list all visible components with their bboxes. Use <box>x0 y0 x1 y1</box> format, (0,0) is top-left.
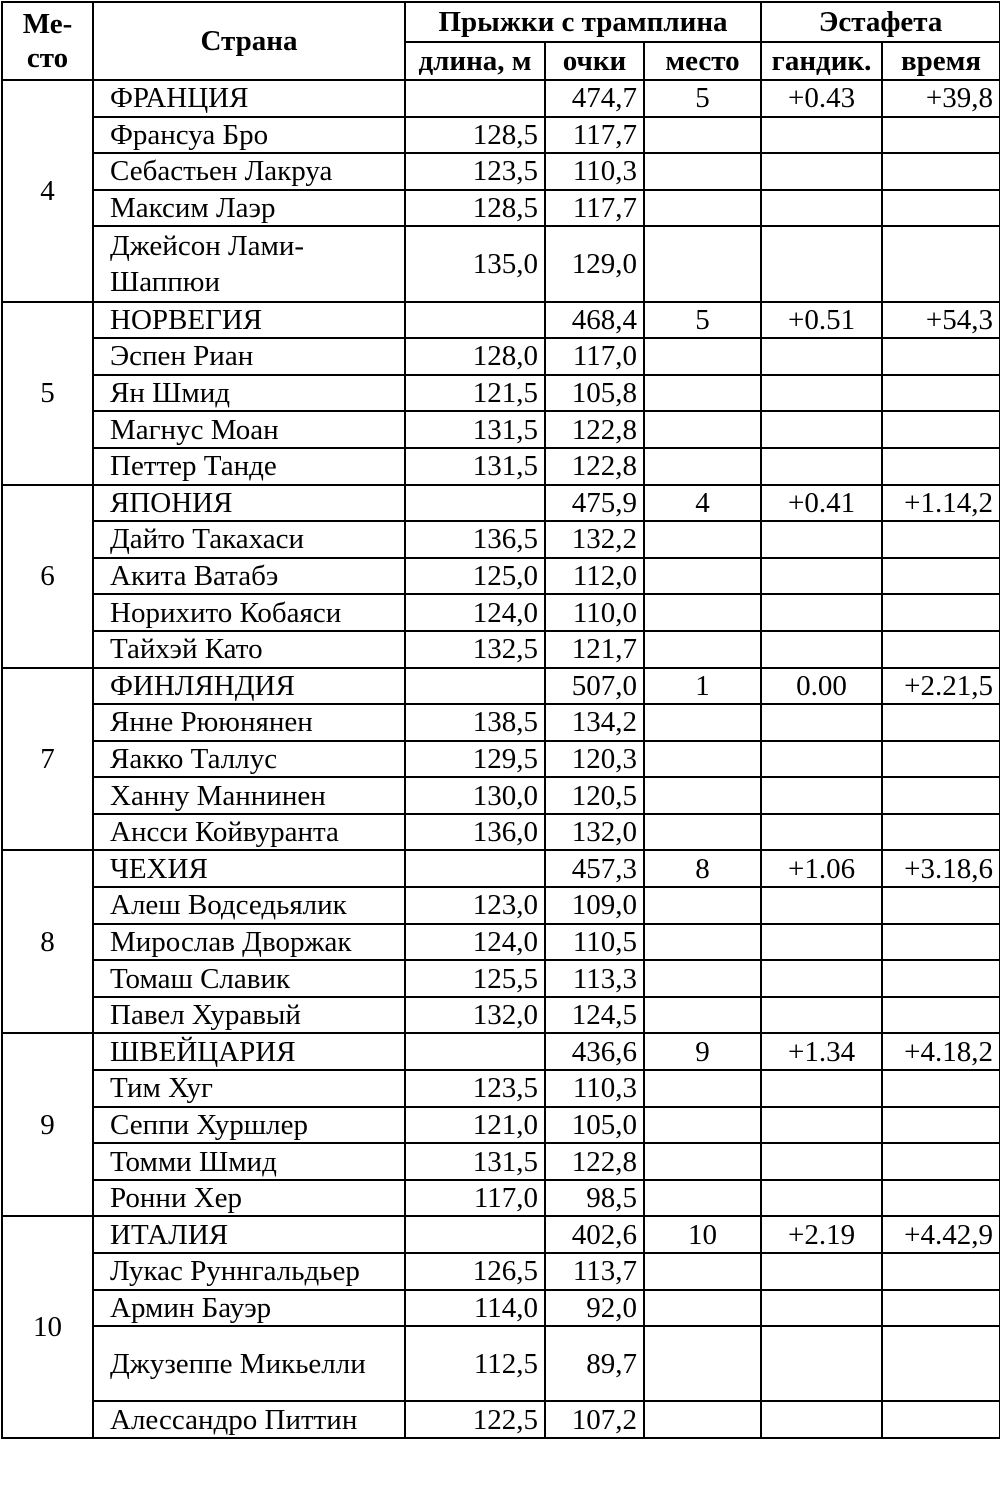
athlete-jump-place <box>644 558 761 595</box>
athlete-row <box>2 960 1000 997</box>
team-time: +39,8 <box>882 80 1000 117</box>
athlete-handicap <box>761 411 882 448</box>
athlete-length: 114,0 <box>405 1290 545 1327</box>
athlete-jump-place <box>644 960 761 997</box>
athlete-jump-place <box>644 117 761 154</box>
athlete-handicap <box>761 1107 882 1144</box>
athlete-time <box>882 777 1000 814</box>
athlete-time <box>882 1290 1000 1327</box>
athlete-time <box>882 1070 1000 1107</box>
athlete-handicap <box>761 558 882 595</box>
athlete-handicap <box>761 448 882 485</box>
team-points: 457,3 <box>545 850 644 887</box>
athlete-points: 112,0 <box>545 558 644 595</box>
athlete-handicap <box>761 190 882 227</box>
athlete-handicap <box>761 1070 882 1107</box>
team-length <box>405 850 545 887</box>
team-country: ЧЕХИЯ <box>93 850 405 887</box>
athlete-points: 105,0 <box>545 1107 644 1144</box>
athlete-time <box>882 1180 1000 1217</box>
team-length <box>405 1216 545 1253</box>
athlete-length: 124,0 <box>405 594 545 631</box>
athlete-name: Лукас Руннгальдьер <box>93 1253 405 1290</box>
athlete-name: Дайто Такахаси <box>93 521 405 558</box>
athlete-handicap <box>761 741 882 778</box>
athlete-time <box>882 960 1000 997</box>
athlete-row <box>2 1290 1000 1327</box>
athlete-length: 125,5 <box>405 960 545 997</box>
header-relay-group: Эстафета <box>761 2 1000 42</box>
athlete-time <box>882 741 1000 778</box>
athlete-row <box>2 704 1000 741</box>
team-place: 6 <box>2 485 93 668</box>
athlete-jump-place <box>644 594 761 631</box>
athlete-row <box>2 1070 1000 1107</box>
athlete-length: 122,5 <box>405 1401 545 1438</box>
athlete-length: 128,0 <box>405 338 545 375</box>
athlete-length: 112,5 <box>405 1326 545 1401</box>
team-place: 8 <box>2 850 93 1033</box>
athlete-name: Себастьен Лакруа <box>93 153 405 190</box>
athlete-jump-place <box>644 190 761 227</box>
team-row <box>2 1216 1000 1253</box>
athlete-name: Ханну Маннинен <box>93 777 405 814</box>
athlete-length: 132,5 <box>405 631 545 668</box>
athlete-handicap <box>761 375 882 412</box>
athlete-row <box>2 226 1000 301</box>
athlete-name: Алессандро Питтин <box>93 1401 405 1438</box>
athlete-length: 135,0 <box>405 226 545 301</box>
athlete-points: 129,0 <box>545 226 644 301</box>
athlete-row <box>2 631 1000 668</box>
team-place: 9 <box>2 1033 93 1216</box>
athlete-length: 123,5 <box>405 153 545 190</box>
athlete-row <box>2 190 1000 227</box>
athlete-length: 136,0 <box>405 814 545 851</box>
team-jump-place: 5 <box>644 302 761 339</box>
team-jump-place: 5 <box>644 80 761 117</box>
athlete-row <box>2 153 1000 190</box>
athlete-jump-place <box>644 1326 761 1401</box>
athlete-name: Алеш Водседьялик <box>93 887 405 924</box>
athlete-row <box>2 1143 1000 1180</box>
athlete-jump-place <box>644 997 761 1034</box>
header-country: Страна <box>93 2 405 80</box>
athlete-row <box>2 1401 1000 1438</box>
athlete-name: Тайхэй Като <box>93 631 405 668</box>
athlete-points: 132,2 <box>545 521 644 558</box>
athlete-jump-place <box>644 375 761 412</box>
athlete-row <box>2 411 1000 448</box>
team-points: 474,7 <box>545 80 644 117</box>
athlete-points: 122,8 <box>545 411 644 448</box>
athlete-time <box>882 1107 1000 1144</box>
athlete-length: 131,5 <box>405 448 545 485</box>
athlete-length: 123,0 <box>405 887 545 924</box>
athlete-row <box>2 1253 1000 1290</box>
athlete-row <box>2 777 1000 814</box>
athlete-jump-place <box>644 411 761 448</box>
athlete-time <box>882 594 1000 631</box>
athlete-length: 128,5 <box>405 117 545 154</box>
athlete-jump-place <box>644 521 761 558</box>
athlete-points: 120,5 <box>545 777 644 814</box>
team-jump-place: 9 <box>644 1033 761 1070</box>
athlete-name: Акита Ватабэ <box>93 558 405 595</box>
athlete-name: Максим Лаэр <box>93 190 405 227</box>
athlete-handicap <box>761 924 882 961</box>
athlete-time <box>882 226 1000 301</box>
athlete-jump-place <box>644 226 761 301</box>
athlete-time <box>882 631 1000 668</box>
athlete-time <box>882 117 1000 154</box>
athlete-jump-place <box>644 153 761 190</box>
athlete-time <box>882 1401 1000 1438</box>
athlete-length: 121,0 <box>405 1107 545 1144</box>
athlete-name: Тим Хуг <box>93 1070 405 1107</box>
team-row <box>2 850 1000 887</box>
athlete-points: 124,5 <box>545 997 644 1034</box>
athlete-points: 89,7 <box>545 1326 644 1401</box>
athlete-points: 110,5 <box>545 924 644 961</box>
team-points: 468,4 <box>545 302 644 339</box>
team-time: +4.42,9 <box>882 1216 1000 1253</box>
athlete-points: 105,8 <box>545 375 644 412</box>
team-jump-place: 4 <box>644 485 761 522</box>
athlete-time <box>882 448 1000 485</box>
athlete-length: 136,5 <box>405 521 545 558</box>
athlete-row <box>2 558 1000 595</box>
athlete-handicap <box>761 631 882 668</box>
team-jump-place: 10 <box>644 1216 761 1253</box>
athlete-row <box>2 117 1000 154</box>
athlete-points: 120,3 <box>545 741 644 778</box>
athlete-row <box>2 887 1000 924</box>
athlete-points: 121,7 <box>545 631 644 668</box>
team-place: 5 <box>2 302 93 485</box>
athlete-length: 128,5 <box>405 190 545 227</box>
athlete-row <box>2 741 1000 778</box>
athlete-jump-place <box>644 338 761 375</box>
team-handicap: 0.00 <box>761 668 882 705</box>
athlete-row <box>2 1180 1000 1217</box>
team-points: 436,6 <box>545 1033 644 1070</box>
header-points: очки <box>545 42 644 80</box>
athlete-handicap <box>761 153 882 190</box>
athlete-length: 123,5 <box>405 1070 545 1107</box>
athlete-handicap <box>761 594 882 631</box>
athlete-jump-place <box>644 448 761 485</box>
athlete-length: 129,5 <box>405 741 545 778</box>
athlete-handicap <box>761 997 882 1034</box>
athlete-handicap <box>761 960 882 997</box>
team-points: 507,0 <box>545 668 644 705</box>
header-jump-group: Прыжки с трамплина <box>405 2 761 42</box>
athlete-name: Магнус Моан <box>93 411 405 448</box>
athlete-points: 113,3 <box>545 960 644 997</box>
team-length <box>405 485 545 522</box>
team-row <box>2 668 1000 705</box>
team-length <box>405 80 545 117</box>
athlete-length: 131,5 <box>405 1143 545 1180</box>
team-time: +4.18,2 <box>882 1033 1000 1070</box>
athlete-name: Сеппи Хуршлер <box>93 1107 405 1144</box>
athlete-name: Эспен Риан <box>93 338 405 375</box>
team-country: НОРВЕГИЯ <box>93 302 405 339</box>
athlete-time <box>882 814 1000 851</box>
team-time: +54,3 <box>882 302 1000 339</box>
header-jump-place: место <box>644 42 761 80</box>
header-time: время <box>882 42 1000 80</box>
athlete-time <box>882 375 1000 412</box>
athlete-time <box>882 704 1000 741</box>
athlete-length: 126,5 <box>405 1253 545 1290</box>
athlete-jump-place <box>644 1290 761 1327</box>
athlete-row <box>2 924 1000 961</box>
athlete-length: 131,5 <box>405 411 545 448</box>
athlete-jump-place <box>644 1107 761 1144</box>
team-handicap: +2.19 <box>761 1216 882 1253</box>
athlete-time <box>882 1143 1000 1180</box>
athlete-jump-place <box>644 631 761 668</box>
athlete-length: 124,0 <box>405 924 545 961</box>
athlete-time <box>882 1253 1000 1290</box>
athlete-row <box>2 375 1000 412</box>
athlete-time <box>882 558 1000 595</box>
team-place: 7 <box>2 668 93 851</box>
athlete-name: Ронни Хер <box>93 1180 405 1217</box>
athlete-jump-place <box>644 1401 761 1438</box>
team-time: +1.14,2 <box>882 485 1000 522</box>
athlete-points: 92,0 <box>545 1290 644 1327</box>
team-row <box>2 485 1000 522</box>
athlete-name: Яакко Таллус <box>93 741 405 778</box>
athlete-row <box>2 521 1000 558</box>
athlete-time <box>882 153 1000 190</box>
athlete-time <box>882 190 1000 227</box>
athlete-name: Павел Хуравый <box>93 997 405 1034</box>
team-handicap: +0.51 <box>761 302 882 339</box>
header-length: длина, м <box>405 42 545 80</box>
header-handicap: гандик. <box>761 42 882 80</box>
team-time: +3.18,6 <box>882 850 1000 887</box>
athlete-length: 138,5 <box>405 704 545 741</box>
athlete-jump-place <box>644 887 761 924</box>
athlete-row <box>2 338 1000 375</box>
athlete-points: 122,8 <box>545 1143 644 1180</box>
team-length <box>405 668 545 705</box>
athlete-jump-place <box>644 1253 761 1290</box>
athlete-points: 117,7 <box>545 190 644 227</box>
athlete-points: 110,0 <box>545 594 644 631</box>
athlete-jump-place <box>644 777 761 814</box>
team-country: ИТАЛИЯ <box>93 1216 405 1253</box>
team-points: 402,6 <box>545 1216 644 1253</box>
athlete-row <box>2 997 1000 1034</box>
team-handicap: +0.41 <box>761 485 882 522</box>
athlete-name: Армин Бауэр <box>93 1290 405 1327</box>
team-jump-place: 1 <box>644 668 761 705</box>
athlete-time <box>882 887 1000 924</box>
athlete-handicap <box>761 887 882 924</box>
team-country: ЯПОНИЯ <box>93 485 405 522</box>
athlete-name: Томми Шмид <box>93 1143 405 1180</box>
athlete-name: Джузеппе Микьелли <box>93 1326 405 1401</box>
athlete-name: Франсуа Бро <box>93 117 405 154</box>
athlete-jump-place <box>644 814 761 851</box>
team-row <box>2 80 1000 117</box>
athlete-handicap <box>761 1143 882 1180</box>
athlete-jump-place <box>644 924 761 961</box>
athlete-length: 125,0 <box>405 558 545 595</box>
athlete-time <box>882 924 1000 961</box>
athlete-jump-place <box>644 1070 761 1107</box>
team-place: 4 <box>2 80 93 302</box>
athlete-points: 110,3 <box>545 1070 644 1107</box>
athlete-jump-place <box>644 1143 761 1180</box>
athlete-handicap <box>761 1180 882 1217</box>
athlete-handicap <box>761 1290 882 1327</box>
athlete-name: Ян Шмид <box>93 375 405 412</box>
athlete-points: 109,0 <box>545 887 644 924</box>
athlete-points: 107,2 <box>545 1401 644 1438</box>
team-handicap: +0.43 <box>761 80 882 117</box>
results-body <box>2 80 1000 1438</box>
athlete-handicap <box>761 521 882 558</box>
athlete-time <box>882 1326 1000 1401</box>
team-time: +2.21,5 <box>882 668 1000 705</box>
athlete-row <box>2 814 1000 851</box>
athlete-length: 130,0 <box>405 777 545 814</box>
athlete-points: 122,8 <box>545 448 644 485</box>
team-handicap: +1.06 <box>761 850 882 887</box>
team-handicap: +1.34 <box>761 1033 882 1070</box>
athlete-time <box>882 997 1000 1034</box>
athlete-points: 113,7 <box>545 1253 644 1290</box>
athlete-handicap <box>761 1253 882 1290</box>
team-length <box>405 1033 545 1070</box>
header-place: Ме- сто <box>2 2 93 80</box>
athlete-row <box>2 1326 1000 1401</box>
athlete-handicap <box>761 117 882 154</box>
athlete-handicap <box>761 226 882 301</box>
athlete-time <box>882 521 1000 558</box>
athlete-name: Мирослав Дворжак <box>93 924 405 961</box>
athlete-handicap <box>761 777 882 814</box>
athlete-jump-place <box>644 741 761 778</box>
athlete-time <box>882 338 1000 375</box>
athlete-name: Джейсон Лами-Шаппюи <box>93 226 405 301</box>
athlete-length: 132,0 <box>405 997 545 1034</box>
results-table <box>1 1 1000 1439</box>
athlete-jump-place <box>644 1180 761 1217</box>
team-jump-place: 8 <box>644 850 761 887</box>
athlete-row <box>2 594 1000 631</box>
athlete-row <box>2 1107 1000 1144</box>
athlete-points: 134,2 <box>545 704 644 741</box>
team-country: ШВЕЙЦАРИЯ <box>93 1033 405 1070</box>
athlete-name: Норихито Кобаяси <box>93 594 405 631</box>
athlete-name: Петтер Танде <box>93 448 405 485</box>
athlete-points: 132,0 <box>545 814 644 851</box>
athlete-name: Томаш Славик <box>93 960 405 997</box>
athlete-points: 98,5 <box>545 1180 644 1217</box>
athlete-handicap <box>761 1401 882 1438</box>
athlete-handicap <box>761 1326 882 1401</box>
athlete-jump-place <box>644 704 761 741</box>
athlete-points: 117,7 <box>545 117 644 154</box>
team-country: ФРАНЦИЯ <box>93 80 405 117</box>
athlete-handicap <box>761 814 882 851</box>
team-row <box>2 302 1000 339</box>
athlete-handicap <box>761 338 882 375</box>
athlete-name: Янне Рююнянен <box>93 704 405 741</box>
team-length <box>405 302 545 339</box>
athlete-points: 117,0 <box>545 338 644 375</box>
team-row <box>2 1033 1000 1070</box>
athlete-length: 121,5 <box>405 375 545 412</box>
athlete-row <box>2 448 1000 485</box>
athlete-points: 110,3 <box>545 153 644 190</box>
athlete-time <box>882 411 1000 448</box>
athlete-length: 117,0 <box>405 1180 545 1217</box>
team-country: ФИНЛЯНДИЯ <box>93 668 405 705</box>
team-place: 10 <box>2 1216 93 1438</box>
athlete-handicap <box>761 704 882 741</box>
athlete-name: Ансси Койвуранта <box>93 814 405 851</box>
team-points: 475,9 <box>545 485 644 522</box>
